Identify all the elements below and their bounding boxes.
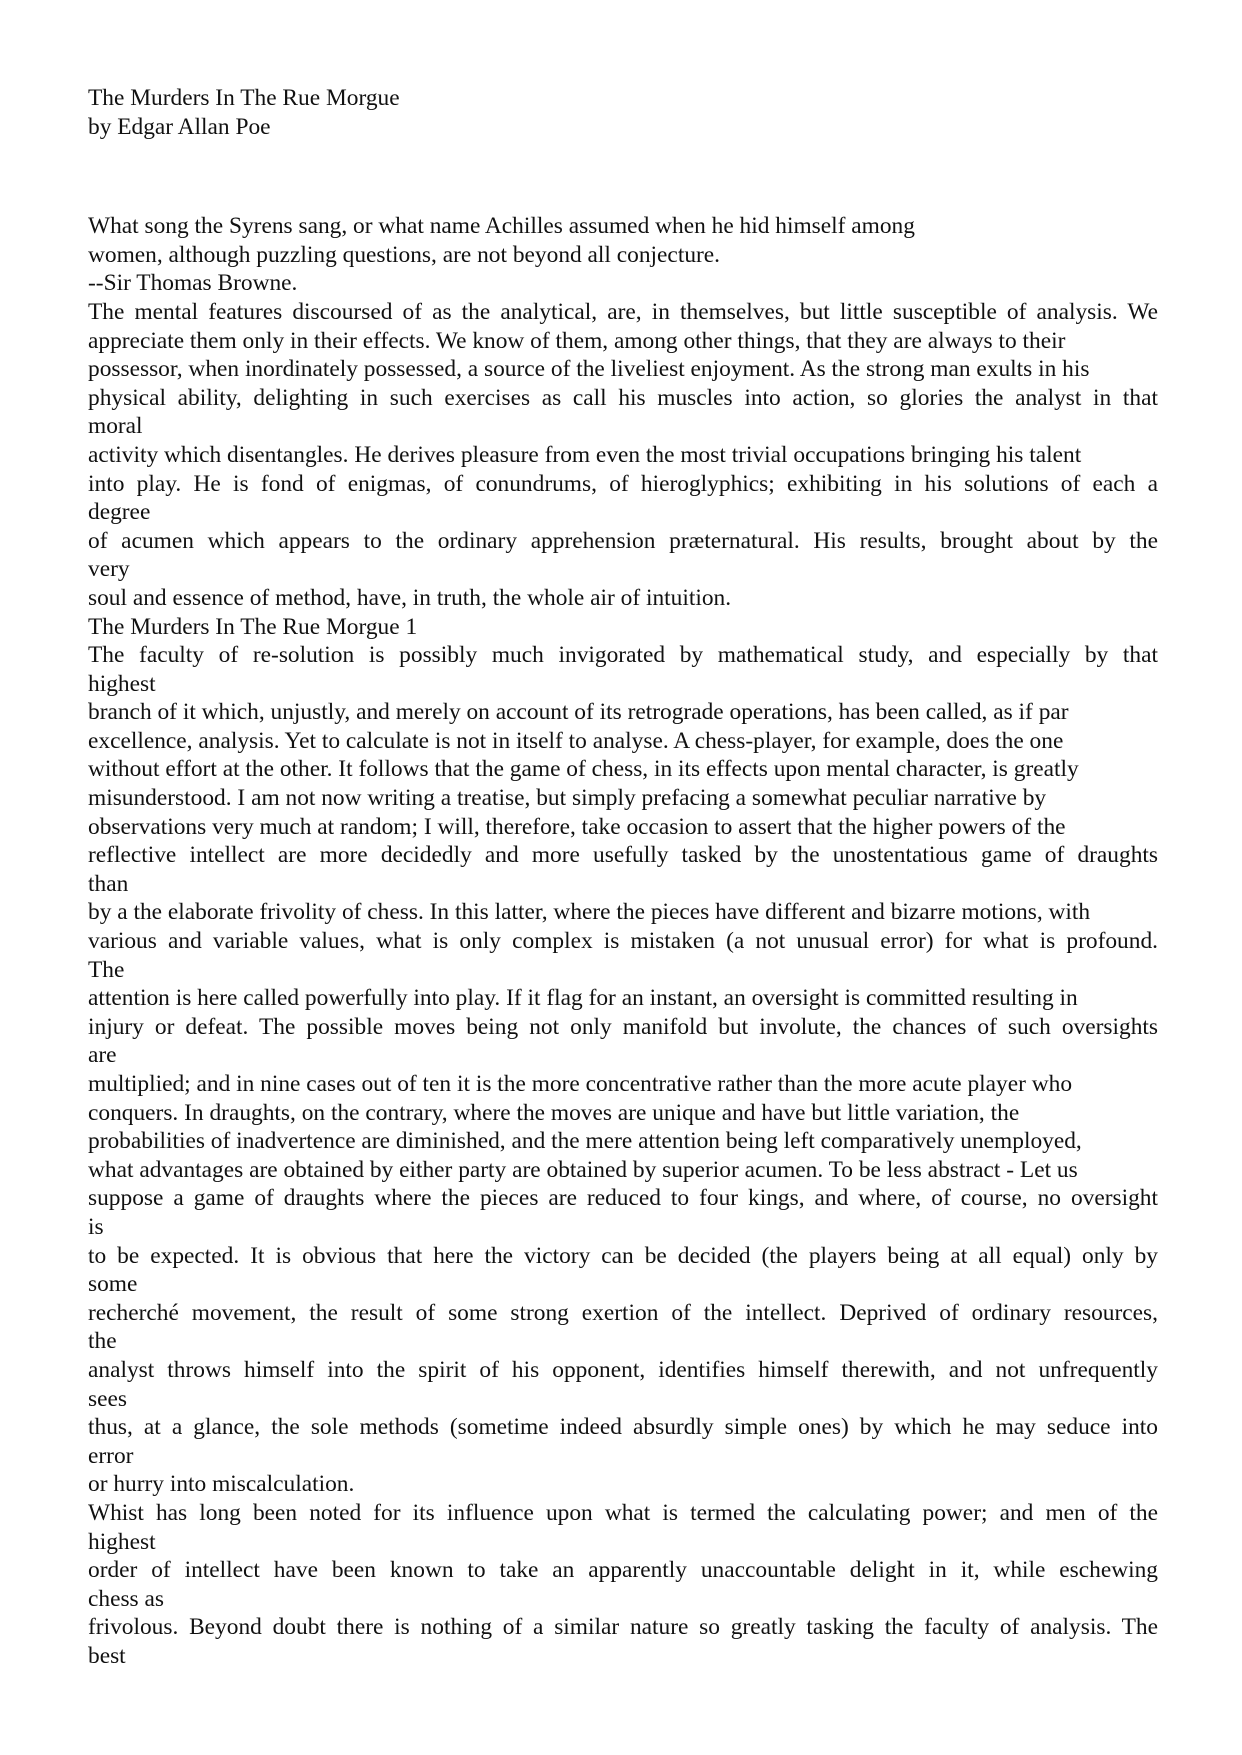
text-line: The — [88, 956, 125, 983]
text-line: by a the elaborate frivolity of chess. In this latter, where the pieces have different and bizarre motions, with — [88, 899, 1091, 926]
text-line: chess as — [88, 1585, 164, 1612]
text-line: analyst throws himself into the spirit of his opponent, identifies himself therewith, and not unfrequently — [88, 1356, 1158, 1383]
text-line: are — [88, 1042, 117, 1069]
text-line: soul and essence of method, have, in truth, the whole air of intuition. — [88, 584, 732, 611]
text-line: thus, at a glance, the sole methods (sometime indeed absurdly simple ones) by which he may seduce into — [88, 1414, 1158, 1441]
text-line: or hurry into miscalculation. — [88, 1471, 355, 1498]
text-line: without effort at the other. It follows that the game of chess, in its effects upon mental character, is greatly — [88, 756, 1079, 783]
text-line: what advantages are obtained by either party are obtained by superior acumen. To be less abstract - Let us — [88, 1156, 1078, 1183]
text-line: appreciate them only in their effects. We know of them, among other things, that they are always to their — [88, 327, 1066, 354]
text-line: excellence, analysis. Yet to calculate is not in itself to analyse. A chess-player, for example, does the one — [88, 727, 1064, 754]
text-line: recherché movement, the result of some strong exertion of the intellect. Deprived of ordinary resources, — [88, 1299, 1158, 1326]
text-line: than — [88, 870, 129, 897]
epigraph-attribution: --Sir Thomas Browne. — [88, 270, 298, 297]
text-line: very — [88, 556, 130, 583]
text-line: activity which disentangles. He derives pleasure from even the most trivial occupations bringing his talent — [88, 441, 1082, 468]
text-line: the — [88, 1328, 117, 1355]
text-line: conquers. In draughts, on the contrary, where the moves are unique and have but little variation, the — [88, 1099, 1020, 1126]
text-line: branch of it which, unjustly, and merely on account of its retrograde operations, has been called, as if par — [88, 699, 1069, 726]
text-line: attention is here called powerfully into play. If it flag for an instant, an oversight is committed resulting in — [88, 985, 1078, 1012]
text-line: possessor, when inordinately possessed, a source of the liveliest enjoyment. As the strong man exults in his — [88, 356, 1090, 383]
epigraph — [88, 212, 1158, 298]
spacer — [88, 141, 1158, 212]
text-line: probabilities of inadvertence are diminished, and the mere attention being left comparatively unemployed, — [88, 1128, 1082, 1155]
document-author: by Edgar Allan Poe — [88, 113, 271, 140]
text-line: is — [88, 1213, 104, 1240]
text-line: order of intellect have been known to take an apparently unaccountable delight in it, while eschewing — [88, 1557, 1158, 1584]
text-line: observations very much at random; I will, therefore, take occasion to assert that the higher powers of the — [88, 813, 1066, 840]
text-line: suppose a game of draughts where the pieces are reduced to four kings, and where, of course, no oversight — [88, 1185, 1158, 1212]
text-line: highest — [88, 1528, 156, 1555]
document-page — [88, 84, 1158, 1670]
text-line: to be expected. It is obvious that here the victory can be decided (the players being at all equal) only by — [88, 1242, 1158, 1269]
text-line: into play. He is fond of enigmas, of conundrums, of hieroglyphics; exhibiting in his solutions of each a — [88, 470, 1158, 497]
epigraph-line: What song the Syrens sang, or what name Achilles assumed when he hid himself among — [88, 213, 915, 240]
text-line: sees — [88, 1385, 127, 1412]
text-line: error — [88, 1442, 134, 1469]
text-line: reflective intellect are more decidedly and more usefully tasked by the unostentatious game of draughts — [88, 842, 1158, 869]
text-line: degree — [88, 499, 151, 526]
text-line: best — [88, 1642, 126, 1669]
text-line: physical ability, delighting in such exercises as call his muscles into action, so glories the analyst in that — [88, 384, 1158, 411]
text-line: of acumen which appears to the ordinary apprehension præternatural. His results, brought about by the — [88, 527, 1158, 554]
text-line: highest — [88, 670, 156, 697]
text-line: injury or defeat. The possible moves being not only manifold but involute, the chances of such oversights — [88, 1013, 1158, 1040]
page-footer: The Murders In The Rue Morgue 1 — [88, 613, 418, 640]
text-line: some — [88, 1271, 138, 1298]
text-line: The faculty of re-solution is possibly much invigorated by mathematical study, and especially by that — [88, 642, 1158, 669]
text-line: various and variable values, what is only complex is mistaken (a not unusual error) for what is profound. — [88, 928, 1158, 955]
document-title: The Murders In The Rue Morgue — [88, 85, 400, 111]
text-line: misunderstood. I am not now writing a treatise, but simply prefacing a somewhat peculiar narrative by — [88, 785, 1047, 812]
text-line: The mental features discoursed of as the analytical, are, in themselves, but little susceptible of analysis. We — [88, 298, 1158, 325]
text-line: frivolous. Beyond doubt there is nothing of a similar nature so greatly tasking the faculty of analysis. The — [88, 1614, 1158, 1641]
text-line: moral — [88, 413, 143, 440]
text-line: Whist has long been noted for its influence upon what is termed the calculating power; and men of the — [88, 1499, 1158, 1526]
body-text — [88, 298, 1158, 1671]
text-line: multiplied; and in nine cases out of ten it is the more concentrative rather than the more acute player who — [88, 1071, 1073, 1097]
epigraph-line: women, although puzzling questions, are not beyond all conjecture. — [88, 241, 721, 268]
